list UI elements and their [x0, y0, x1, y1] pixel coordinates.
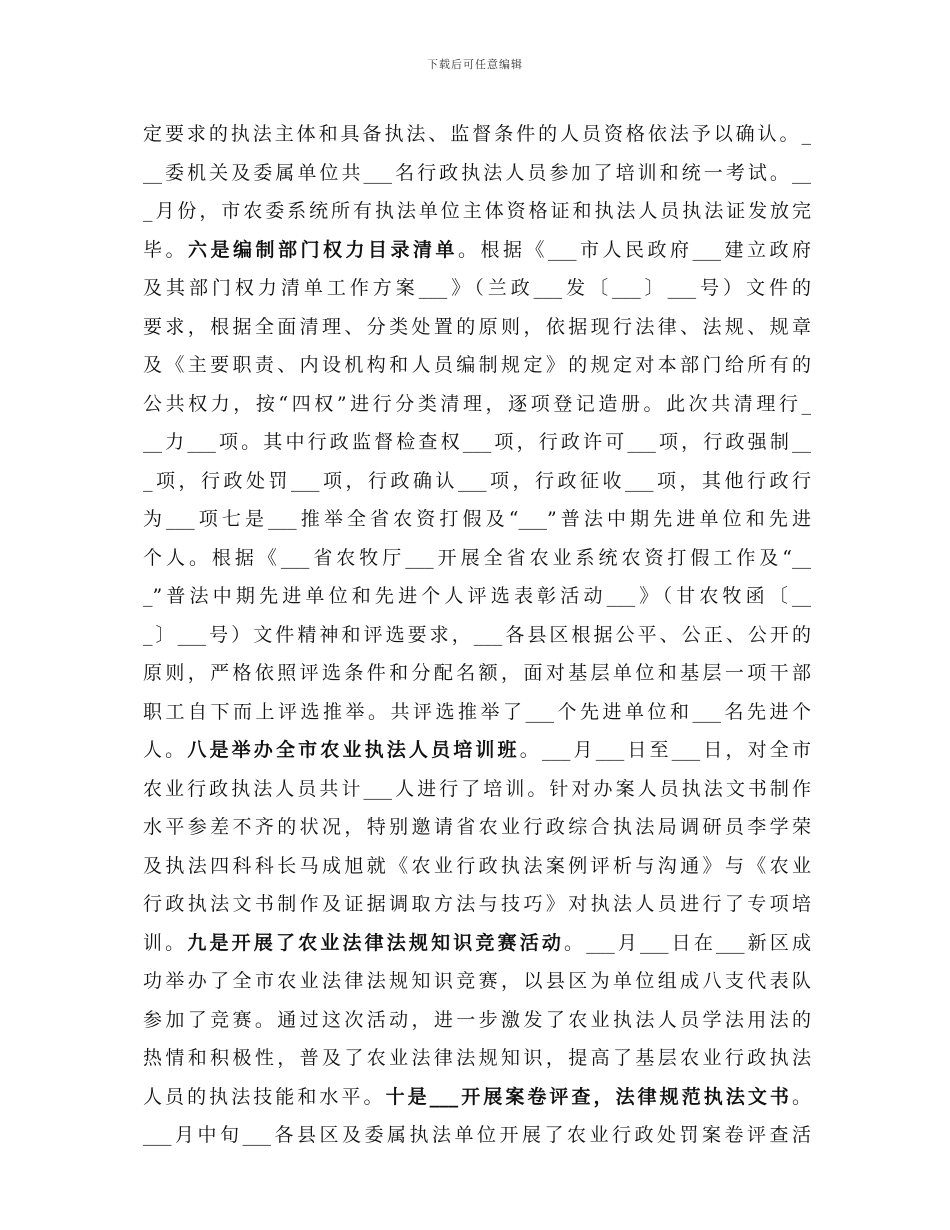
text-line [143, 1116, 811, 1155]
document-body [143, 115, 811, 1155]
text-line [143, 770, 811, 809]
text-span: 为___项七是___推举全省农资打假及“___”普法中期先进单位和先进 [143, 508, 811, 530]
text-span: 及执法四科科长马成旭就《农业行政执法案例评析与沟通》与《农业 [143, 854, 811, 877]
text-span: _月份，市农委系统所有执法单位主体资格证和执法人员执法证发放完 [143, 200, 811, 222]
text-span: 。 [791, 1085, 811, 1108]
text-span: 行政执法文书制作及证据调取方法与技巧》对执法人员进行了专项培 [143, 893, 811, 915]
text-span: _〕___号）文件精神和评选要求，___各县区根据公平、公正、公开的 [143, 623, 811, 646]
bold-heading-span: 八是举办全市农业执法人员培训班 [187, 739, 520, 761]
text-line [143, 462, 811, 501]
text-span: 。___月___日在___新区成 [564, 931, 811, 954]
text-span: 训。 [143, 931, 188, 954]
text-line [143, 693, 811, 732]
text-line [143, 847, 811, 886]
text-span: 参加了竞赛。通过这次活动，进一步激发了农业执法人员学法用法的 [143, 1008, 811, 1031]
text-line [143, 577, 811, 616]
text-line [143, 654, 811, 693]
text-line [143, 500, 811, 539]
text-line [143, 731, 811, 770]
text-span: __力___项。其中行政监督检查权___项，行政许可___项，行政强制__ [143, 431, 811, 453]
text-span: 毕。 [143, 238, 188, 261]
text-span: 水平参差不齐的状况，特别邀请省农业行政综合执法局调研员李学荣 [143, 816, 811, 838]
text-span: 及其部门权力清单工作方案___》（兰政___发〔___〕___号）文件的 [143, 277, 811, 299]
bold-heading-span: 六是编制部门权力目录清单 [188, 238, 458, 261]
text-span: 定要求的执法主体和具备执法、监督条件的人员资格依法予以确认。_ [143, 123, 811, 145]
text-line [143, 539, 811, 578]
text-line [143, 808, 811, 847]
text-line [143, 616, 811, 655]
text-span: __委机关及委属单位共___名行政执法人员参加了培训和统一考试。__ [143, 161, 811, 184]
text-span: 农业行政执法人员共计___人进行了培训。针对办案人员执法文书制作 [143, 777, 811, 800]
text-span: 热情和积极性，普及了农业法律法规知识，提高了基层农业行政执法 [143, 1047, 811, 1069]
text-span: 原则，严格依照评选条件和分配名额，面对基层单位和基层一项干部 [143, 662, 811, 684]
text-line [143, 1078, 811, 1117]
text-line [143, 269, 811, 308]
text-line [143, 1001, 811, 1040]
text-span: 。根据《___市人民政府___建立政府 [457, 238, 811, 261]
text-line [143, 423, 811, 462]
text-line [143, 885, 811, 924]
text-span: _项，行政处罚___项，行政确认___项，行政征收___项，其他行政行 [143, 469, 811, 492]
text-span: 人。 [143, 739, 188, 761]
text-span: ___月中旬___各县区及委属执法单位开展了农业行政处罚案卷评查活 [143, 1124, 811, 1146]
text-line [143, 115, 811, 154]
text-line [143, 192, 811, 231]
text-line [143, 346, 811, 385]
text-span: 。___月___日至___日，对全市 [519, 739, 811, 761]
bold-heading-span: 十是___开展案卷评查，法律规范执法文书 [385, 1085, 792, 1108]
bold-heading-span: 九是开展了农业法律法规知识竞赛活动 [187, 931, 565, 954]
text-line [143, 962, 811, 1001]
page-header: 下载后可任意编辑 [427, 58, 523, 71]
text-line [143, 308, 811, 347]
text-line [143, 231, 811, 270]
text-span: 个人。根据《___省农牧厅___开展全省农业系统农资打假工作及“__ [143, 546, 811, 569]
text-line [143, 1039, 811, 1078]
text-span: 人员的执法技能和水平。 [143, 1085, 386, 1108]
text-span: 要求，根据全面清理、分类处置的原则，依据现行法律、法规、规章 [143, 315, 811, 338]
text-span: 职工自下而上评选推举。共评选推举了___个先进单位和___名先进个 [143, 700, 811, 723]
text-line [143, 924, 811, 963]
text-span: _”普法中期先进单位和先进个人评选表彰活动___》（甘农牧函〔__ [143, 585, 811, 607]
text-line [143, 154, 811, 193]
text-span: 公共权力，按“四权”进行分类清理，逐项登记造册。此次共清理行_ [143, 392, 811, 415]
text-span: 功举办了全市农业法律法规知识竞赛，以县区为单位组成八支代表队 [143, 970, 811, 992]
text-line [143, 385, 811, 424]
text-span: 及《主要职责、内设机构和人员编制规定》的规定对本部门给所有的 [143, 354, 811, 376]
